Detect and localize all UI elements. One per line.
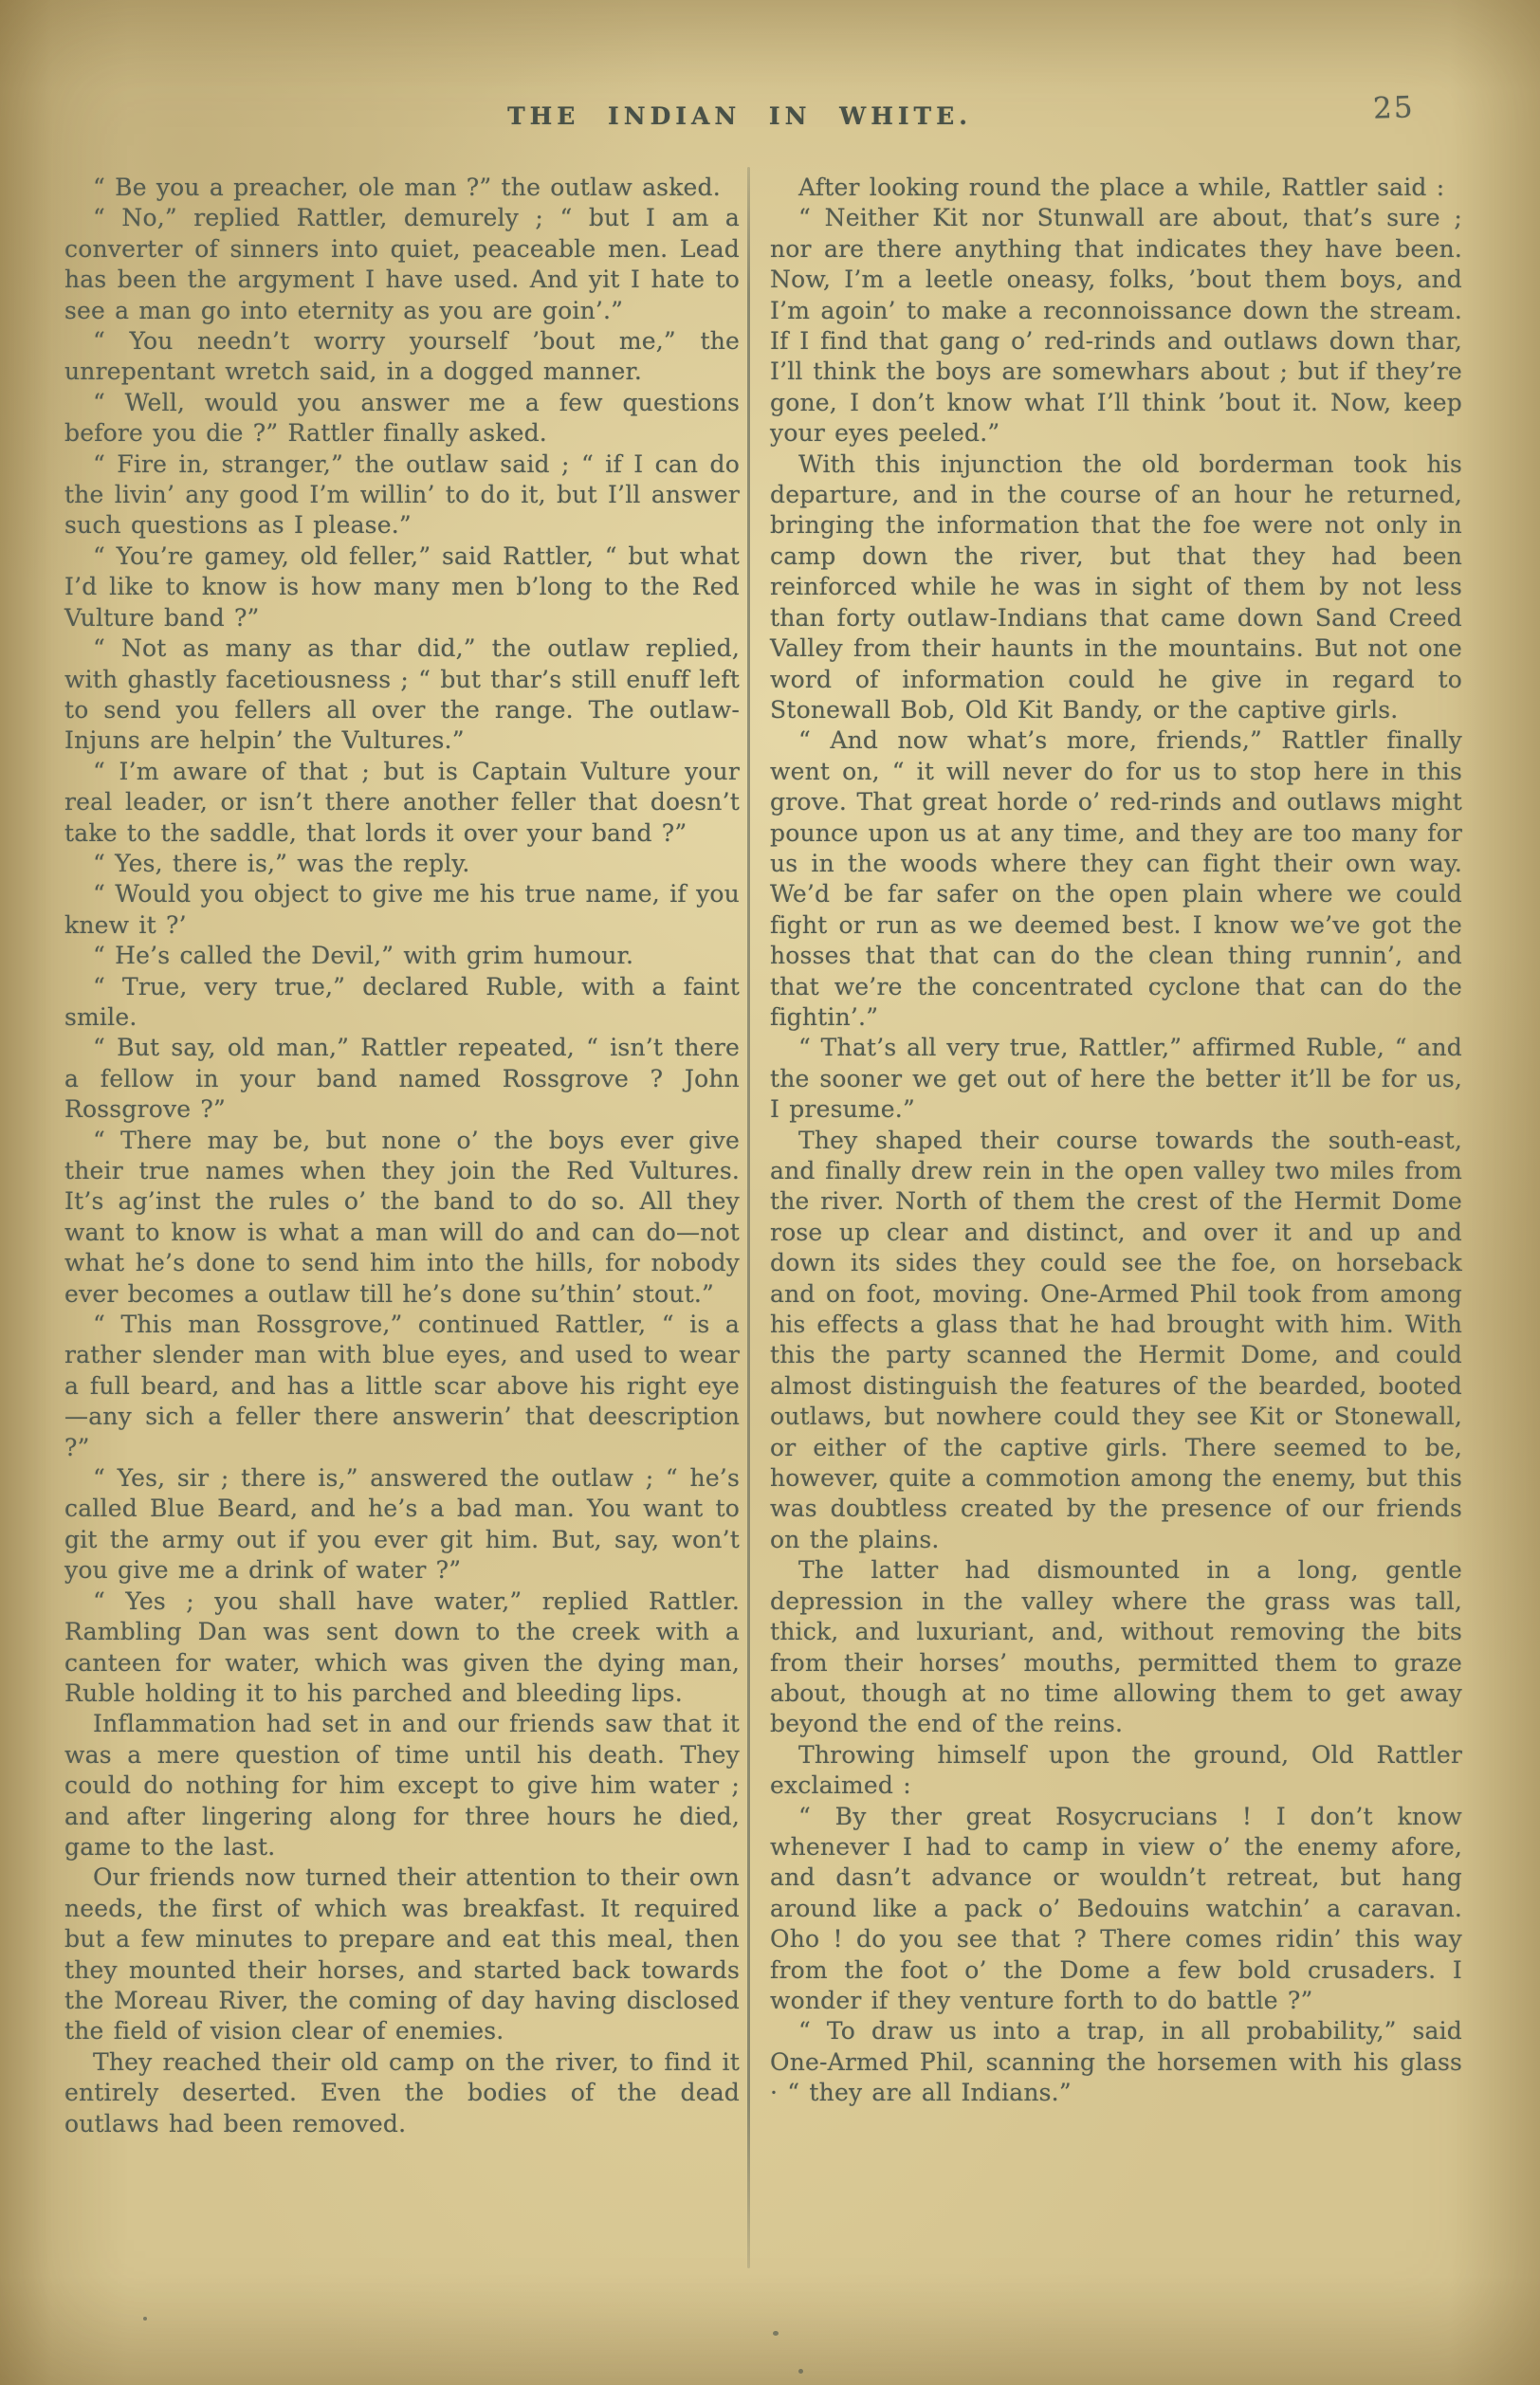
paragraph: “ I’m aware of that ; but is Captain Vulture your real leader, or isn’t there another feller that doesn’t take to the saddle, that lords it over your band ?” bbox=[64, 757, 740, 847]
paragraph: “ Yes, there is,” was the reply. bbox=[93, 849, 470, 877]
text-column-right bbox=[770, 173, 1462, 2109]
paragraph: “ And now what’s more, friends,” Rattler finally went on, “ it will never do for us to stop here in this grove. That great horde o’ red-rinds and outlaws might pounce upon us at any time, and they are too many for us in the woods where they can fight their own way. We’d be far safer on the open plain where we could fight or run as we deemed best. I know we’ve got the hosses that that can do the clean thing runnin’, and that we’re the concentrated cyclone that can do the fightin’.” bbox=[770, 726, 1462, 1031]
text-column-left bbox=[64, 173, 740, 2139]
paragraph: “ This man Rossgrove,” continued Rattler, “ is a rather slender man with blue eyes, and used to wear a full beard, and has a little scar above his right eye—any sich a feller there answerin’ that deescription ?” bbox=[64, 1311, 740, 1461]
paragraph: “ Fire in, stranger,” the outlaw said ; “ if I can do the livin’ any good I’m willin’ to do it, but I’ll answer such questions as I please.” bbox=[64, 449, 740, 540]
paragraph: “ True, very true,” declared Ruble, with a faint smile. bbox=[64, 972, 740, 1031]
paragraph: “ You’re gamey, old feller,” said Rattler, “ but what I’d like to know is how many men b’long to the Red Vulture band ?” bbox=[64, 541, 740, 632]
paragraph: “ To draw us into a trap, in all probability,” said One-Armed Phil, scanning the horsemen with his glass · “ they are all Indians.” bbox=[770, 2017, 1462, 2107]
paragraph: Our friends now turned their attention to their own needs, the first of which was breakfast. It required but a few minutes to prepare and eat this meal, then they mounted their horses, and started back towards the Moreau River, the coming of day having disclosed the field of vision clear of enemies. bbox=[64, 1863, 740, 2046]
column-divider-rule bbox=[747, 167, 750, 2268]
paragraph: Throwing himself upon the ground, Old Rattler exclaimed : bbox=[770, 1740, 1462, 1800]
paragraph: The latter had dismounted in a long, gentle depression in the valley where the grass was tall, thick, and luxuriant, and, without removing the bits from their horses’ mouths, permitted them to graze about, though at no time allowing them to get away beyond the end of the reins. bbox=[770, 1556, 1462, 1738]
running-head-title: THE INDIAN IN WHITE. bbox=[507, 102, 972, 130]
paragraph: They shaped their course towards the south-east, and finally drew rein in the open valley two miles from the river. North of them the crest of the Hermit Dome rose up clear and distinct, and over it and up and down its sides they could see the foe, on horseback and on foot, moving. One-Armed Phil took from among his effects a glass that he had brought with him. With this the party scanned the Hermit Dome, and could almost distinguish the features of the bearded, booted outlaws, but nowhere could they see Kit or Stonewall, or either of the captive girls. There seemed to be, however, quite a commotion among the enemy, but this was doubtless created by the presence of our friends on the plains. bbox=[770, 1126, 1462, 1553]
ink-speck bbox=[798, 2369, 803, 2374]
paragraph: With this injunction the old borderman took his departure, and in the course of an hour he returned, bringing the information that the foe were not only in camp down the river, but that they had been reinforced while he was in sight of them by not less than forty outlaw-Indians that came down Sand Creed Valley from their haunts in the mountains. But not one word of information could he give in regard to Stonewall Bob, Old Kit Bandy, or the captive girls. bbox=[770, 449, 1462, 724]
paragraph: “ By ther great Rosycrucians ! I don’t know whenever I had to camp in view o’ the enemy afore, and dasn’t advance or wouldn’t retreat, but hang around like a pack o’ Bedouins watchin’ a caravan. Oho ! do you see that ? There comes ridin’ this way from the foot o’ the Dome a few bold crusaders. I wonder if they venture forth to do battle ?” bbox=[770, 1802, 1462, 2014]
paragraph: “ Yes, sir ; there is,” answered the outlaw ; “ he’s called Blue Beard, and he’s a bad man. You want to git the army out if you ever git him. But, say, won’t you give me a drink of water ?” bbox=[64, 1464, 740, 1585]
paragraph: “ Be you a preacher, ole man ?” the outlaw asked. bbox=[93, 174, 721, 201]
paragraph: “ Well, would you answer me a few questions before you die ?” Rattler finally asked. bbox=[64, 388, 740, 448]
paragraph: After looking round the place a while, Rattler said : bbox=[798, 174, 1445, 201]
paragraph: “ Yes ; you shall have water,” replied Rattler. Rambling Dan was sent down to the creek with a canteen for water, which was given the dying man, Ruble holding it to his parched and bleeding lips. bbox=[64, 1587, 740, 1707]
ink-speck bbox=[773, 2331, 779, 2336]
paragraph: Inflammation had set in and our friends saw that it was a mere question of time until his death. They could do nothing for him except to give him water ; and after lingering along for three hours he died, game to the last. bbox=[64, 1710, 740, 1861]
paragraph: They reached their old camp on the river, to find it entirely deserted. Even the bodies of the dead outlaws had been removed. bbox=[64, 2047, 740, 2137]
paragraph: “ He’s called the Devil,” with grim humour. bbox=[93, 942, 634, 970]
ink-speck bbox=[143, 2317, 147, 2321]
paragraph: “ There may be, but none o’ the boys ever give their true names when they join the Red Vultures. It’s ag’inst the rules o’ the band to do so. All they want to know is what a man will do and can do—not what he’s done to send him into the hills, for nobody ever becomes a outlaw till he’s done su’thin’ stout.” bbox=[64, 1126, 740, 1308]
paragraph: “ Would you object to give me his true name, if you knew it ?’ bbox=[64, 880, 740, 939]
paragraph: “ You needn’t worry yourself ’bout me,” the unrepentant wretch said, in a dogged manner. bbox=[64, 327, 740, 386]
paragraph: “ No,” replied Rattler, demurely ; “ but I am a converter of sinners into quiet, peaceable men. Lead has been the argyment I have used. And yit I hate to see a man go into eternity as you are goin’.” bbox=[64, 204, 740, 324]
paragraph: “ Not as many as thar did,” the outlaw replied, with ghastly facetiousness ; “ but thar’s still enuff left to send you fellers all over the range. The outlaw-Injuns are helpin’ the Vultures.” bbox=[64, 634, 740, 755]
paragraph: “ That’s all very true, Rattler,” affirmed Ruble, “ and the sooner we get out of here the better it’ll be for us, I presume.” bbox=[770, 1034, 1462, 1124]
paragraph: “ Neither Kit nor Stunwall are about, that’s sure ; nor are there anything that indicates they have been. Now, I’m a leetle oneasy, folks, ’bout them boys, and I’m agoin’ to make a reconnoissance down the stream. If I find that gang o’ red-rinds and outlaws down thar, I’ll think the boys are somewhars about ; but if they’re gone, I don’t know what I’ll think ’bout it. Now, keep your eyes peeled.” bbox=[770, 204, 1462, 448]
paragraph: “ But say, old man,” Rattler repeated, “ isn’t there a fellow in your band named Rossgrove ? John Rossgrove ?” bbox=[64, 1034, 740, 1124]
page-number: 25 bbox=[1372, 90, 1416, 126]
